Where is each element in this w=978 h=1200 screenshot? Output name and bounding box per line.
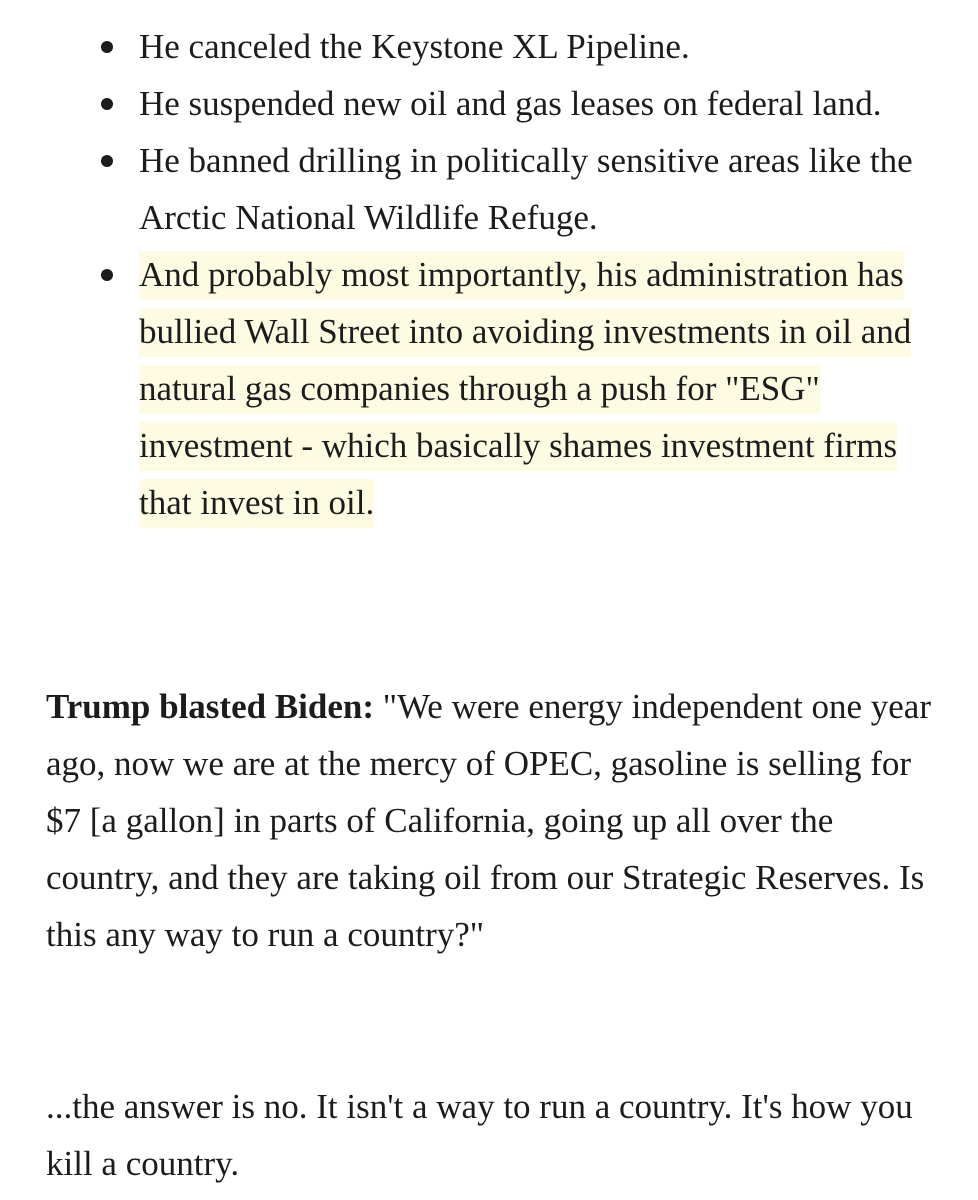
quote-body: "We were energy independent one year ago, now we are at the mercy of OPEC, gasoline is selling for $7 [a gallon] in parts of California, going up all over the country, and they are taking oil from our Strategic Reserves. Is this any way to run a country?"	[46, 687, 931, 954]
quote-paragraph	[46, 678, 946, 963]
list-item	[0, 132, 939, 246]
bullet-icon	[101, 41, 113, 53]
list-item	[0, 75, 939, 132]
highlighted-text: And probably most importantly, his administration has bullied Wall Street into avoiding investments in oil and natural gas companies through a push for "ESG" investment - which basically shames investment firms that invest in oil.	[139, 251, 911, 528]
bullet-icon	[101, 98, 113, 110]
answer-paragraph: ...the answer is no. It isn't a way to run a country. It's how you kill a country.	[46, 1087, 913, 1183]
list-item-highlighted	[0, 246, 939, 531]
list-item	[0, 18, 939, 75]
bullet-list	[0, 18, 978, 531]
bullet-text: He banned drilling in politically sensitive areas like the Arctic National Wildlife Refuge.	[139, 141, 913, 237]
bullet-text: He canceled the Keystone XL Pipeline.	[139, 27, 690, 66]
quote-lead: Trump blasted Biden:	[46, 687, 375, 726]
bullet-text: He suspended new oil and gas leases on federal land.	[139, 84, 882, 123]
bullet-icon	[101, 269, 113, 281]
bullet-icon	[101, 155, 113, 167]
